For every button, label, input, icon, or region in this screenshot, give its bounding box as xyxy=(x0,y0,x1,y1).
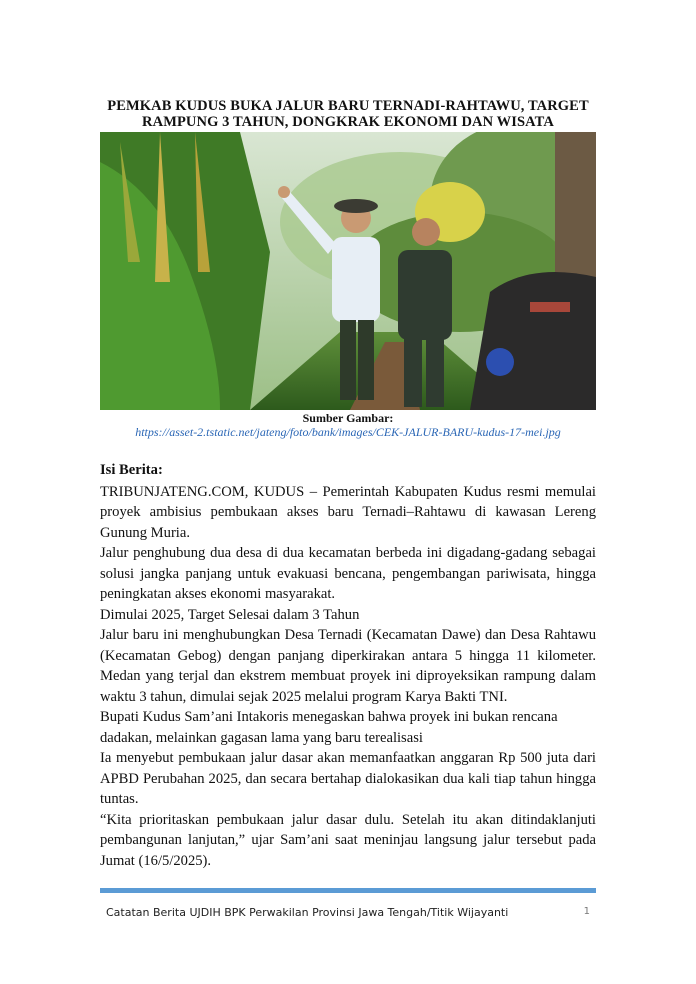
image-source-link[interactable]: https://asset-2.tstatic.net/jateng/foto/bank/images/CEK-JALUR-BARU-kudus-17-mei.jpg xyxy=(135,425,561,439)
document-title: PEMKAB KUDUS BUKA JALUR BARU TERNADI-RAHTAWU, TARGET RAMPUNG 3 TAHUN, DONGKRAK EKONOMI DAN WISATA xyxy=(107,98,589,130)
paragraph: TRIBUNJATENG.COM, KUDUS – Pemerintah Kabupaten Kudus resmi memulai proyek ambisius pembukaan akses baru Ternadi–Rahtawu di kawasan Lereng Gunung Muria. xyxy=(100,483,596,541)
section-label: Isi Berita: xyxy=(100,462,163,478)
footer-divider xyxy=(100,888,596,893)
paragraph: “Kita prioritaskan pembukaan jalur dasar dulu. Setelah itu akan ditindaklanjuti pembangunan lanjutan,” ujar Sam’ani saat meninjau langsung jalur tersebut pada Jumat (16/5/2025). xyxy=(100,811,596,869)
paragraph: Jalur baru ini menghubungkan Desa Ternadi (Kecamatan Dawe) dan Desa Rahtawu (Kecamatan Gebog) dengan panjang diperkirakan antara 5 hingga 11 kilometer. Medan yang terjal dan ekstrem membuat proyek ini diproyeksikan rampung dalam waktu 3 tahun, dimulai sejak 2025 melalui program Karya Bakti TNI. xyxy=(100,627,596,705)
image-caption-label: Sumber Gambar: xyxy=(302,411,394,425)
page-footer xyxy=(106,906,596,919)
news-photo xyxy=(100,132,596,410)
paragraph: Bupati Kudus Sam’ani Intakoris menegaskan bahwa proyek ini bukan rencana dadakan, melainkan gagasan lama yang baru terealisasi xyxy=(100,709,558,746)
page-number: 1 xyxy=(583,906,590,917)
footer-text: Catatan Berita UJDIH BPK Perwakilan Provinsi Jawa Tengah/Titik Wijayanti xyxy=(106,906,509,919)
article-body xyxy=(100,460,596,871)
subheading: Dimulai 2025, Target Selesai dalam 3 Tahun xyxy=(100,606,360,623)
paragraph: Jalur penghubung dua desa di dua kecamatan berbeda ini digadang-gadang sebagai solusi jangka panjang untuk evakuasi bencana, pengembangan pariwisata, hingga peningkatan akses ekonomi masyarakat. xyxy=(100,545,596,602)
paragraph: Ia menyebut pembukaan jalur dasar akan memanfaatkan anggaran Rp 500 juta dari APBD Perubahan 2025, dan secara bertahap dialokasikan dua kali tiap tahun hingga tuntas. xyxy=(100,750,596,807)
image-caption xyxy=(100,411,596,439)
